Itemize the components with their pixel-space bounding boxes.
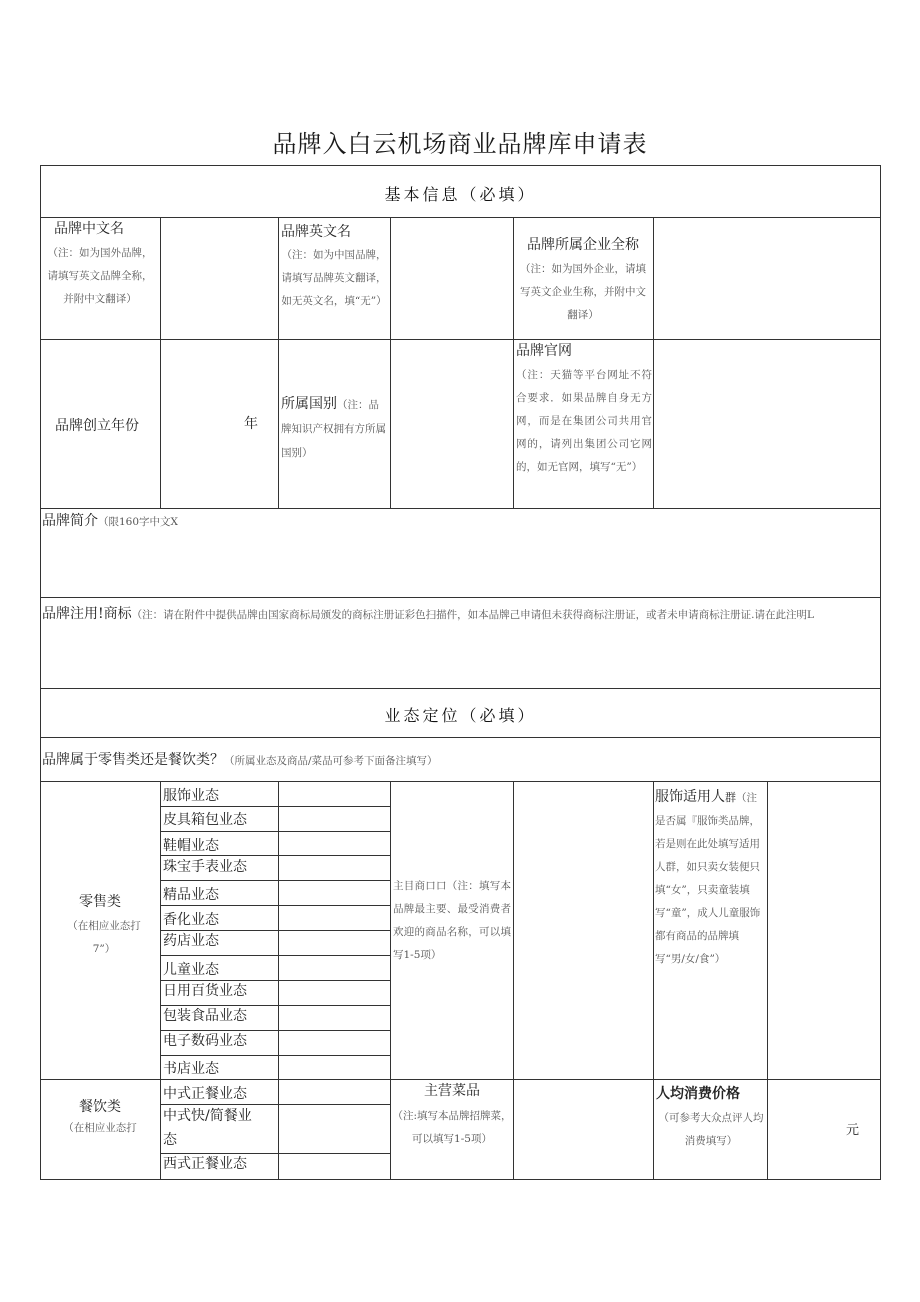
retail-item: 鞋帽业态 bbox=[163, 838, 219, 854]
grid-line bbox=[653, 781, 654, 1180]
apparel-row bbox=[655, 786, 766, 970]
retail-check-cell[interactable] bbox=[280, 808, 389, 830]
en-name-label: 品牌英文名 bbox=[281, 224, 351, 240]
intro-label: 品牌简介 bbox=[42, 513, 98, 529]
founded-input[interactable] bbox=[162, 341, 277, 507]
grid-line bbox=[160, 955, 390, 956]
grid-line bbox=[278, 217, 279, 508]
apparel-input[interactable] bbox=[769, 783, 880, 1078]
catering-note: （在相应业态打 bbox=[63, 1122, 137, 1134]
form-title: 品牌入白云机场商业品牌库申请表 bbox=[272, 130, 648, 158]
trademark-row[interactable] bbox=[42, 603, 878, 626]
intro-row[interactable] bbox=[42, 512, 878, 531]
retail-check-cell[interactable] bbox=[280, 857, 389, 879]
retail-check-cell[interactable] bbox=[280, 907, 389, 929]
question-note: （所属业态及商品/菜品可参考下面备注填写） bbox=[224, 755, 438, 767]
catering-item: 中式快/简餐业态 bbox=[163, 1108, 252, 1148]
company-note: （注：如为国外企业，请填写英文企业生称，并附中文翻译） bbox=[520, 263, 646, 321]
grid-line bbox=[40, 339, 881, 340]
grid-line bbox=[40, 508, 881, 509]
retail-item: 皮具箱包业态 bbox=[163, 812, 247, 828]
retail-check-cell[interactable] bbox=[280, 982, 389, 1004]
section-basic-info: 基本信息（必填） bbox=[384, 185, 537, 204]
retail-check-cell[interactable] bbox=[280, 783, 389, 805]
grid-line bbox=[390, 781, 391, 1180]
retail-check-cell[interactable] bbox=[280, 882, 389, 904]
website-input[interactable] bbox=[655, 341, 880, 507]
catering-check-cell[interactable] bbox=[280, 1106, 389, 1152]
country-input[interactable] bbox=[392, 341, 512, 507]
grid-line bbox=[160, 1055, 390, 1056]
retail-check-cell[interactable] bbox=[280, 957, 389, 979]
grid-line bbox=[160, 880, 390, 881]
catering-check-cell[interactable] bbox=[280, 1081, 389, 1103]
price-label: 人均消费价格 bbox=[656, 1086, 740, 1102]
retail-item: 日用百货业态 bbox=[163, 983, 247, 999]
retail-item: 包装食品业态 bbox=[163, 1008, 247, 1024]
retail-item: 药店业态 bbox=[163, 933, 219, 949]
website-label: 品牌官网 bbox=[516, 343, 572, 359]
retail-item: 儿童业态 bbox=[163, 962, 219, 978]
founded-unit: 年 bbox=[244, 416, 258, 432]
trademark-label: 品牌注用!商标 bbox=[42, 606, 132, 622]
retail-note: （在相应业态打7”） bbox=[67, 920, 141, 955]
retail-check-cell[interactable] bbox=[280, 932, 389, 954]
question-label: 品牌属于零售类还是餐饮类？ bbox=[42, 752, 224, 768]
grid-line bbox=[40, 217, 881, 218]
retail-item: 珠宝手表业态 bbox=[163, 859, 247, 875]
apparel-label: 服饰适用人 bbox=[655, 789, 725, 805]
intro-note: （限160字中文X bbox=[98, 516, 179, 528]
country-note: （注：品牌知识产权拥有方所属国别） bbox=[281, 399, 386, 459]
apparel-label-suffix: 群 bbox=[725, 791, 736, 804]
price-input[interactable] bbox=[769, 1081, 880, 1179]
grid-line bbox=[160, 217, 161, 508]
dish-label: 主营菜品 bbox=[424, 1083, 480, 1099]
country-label-text: 所属国别 bbox=[281, 396, 337, 412]
company-input[interactable] bbox=[655, 219, 880, 338]
dish-note: （注:填写本品牌招牌菜，可以填写1-5项） bbox=[392, 1110, 512, 1145]
catering-label: 餐饮类 bbox=[79, 1099, 121, 1115]
grid-line bbox=[160, 781, 161, 1180]
grid-line bbox=[40, 781, 881, 782]
price-unit: 元 bbox=[846, 1123, 860, 1138]
cn-name-note: （注：如为国外品牌，请填写英文品牌全称，并附中文翻译） bbox=[47, 247, 153, 305]
apparel-note: （注是否属『服饰类品牌，若是则在此处填写适用人群，如只卖女装便只填“女”，只卖童装填写“童”，成人儿童服饰都有商品的品牌填写“男/女/食”） bbox=[655, 792, 761, 965]
grid-line bbox=[653, 217, 654, 508]
company-label: 品牌所属企业全称 bbox=[527, 237, 639, 253]
retail-item: 香化业态 bbox=[163, 912, 219, 928]
founded-label: 品牌创立年份 bbox=[55, 418, 139, 434]
price-note: （可参考大众点评人均消费填写） bbox=[658, 1112, 764, 1147]
main-goods-input[interactable] bbox=[515, 783, 652, 1078]
en-name-input[interactable] bbox=[392, 219, 512, 338]
grid-line bbox=[278, 781, 279, 1180]
cn-name-label: 品牌中文名 bbox=[54, 221, 124, 237]
grid-line bbox=[40, 597, 881, 598]
website-note: （注：天猫等平台网址不符合要求．如果品牌自身无方网，而是在集团公司共用官网的，请列出集团公司它网的，如无官网，填写“无”） bbox=[516, 369, 652, 473]
grid-line bbox=[40, 688, 881, 689]
catering-check-cell[interactable] bbox=[280, 1155, 389, 1179]
retail-check-cell[interactable] bbox=[280, 833, 389, 854]
retail-item: 精品业态 bbox=[163, 887, 219, 903]
grid-line bbox=[390, 217, 391, 508]
retail-item: 服饰业态 bbox=[163, 788, 219, 804]
retail-item: 电子数码业态 bbox=[163, 1033, 247, 1049]
question-row bbox=[42, 751, 878, 770]
retail-check-cell[interactable] bbox=[280, 1007, 389, 1029]
main-goods-note: 主目商口口（注：填写本品牌最主要、最受消费者欢迎的商品名称，可以填写1-5项） bbox=[393, 880, 511, 961]
catering-item: 西式正餐业态 bbox=[163, 1156, 247, 1172]
grid-line bbox=[513, 781, 514, 1180]
retail-check-cell[interactable] bbox=[280, 1032, 389, 1054]
grid-line bbox=[40, 737, 881, 738]
cn-name-input[interactable] bbox=[162, 219, 277, 338]
dish-input[interactable] bbox=[515, 1081, 652, 1179]
country-label bbox=[281, 393, 387, 465]
grid-line bbox=[513, 217, 514, 508]
retail-label: 零售类 bbox=[79, 894, 121, 910]
retail-item: 书店业态 bbox=[163, 1061, 219, 1077]
retail-check-cell[interactable] bbox=[280, 1057, 389, 1078]
section-format: 业态定位（必填） bbox=[384, 706, 537, 725]
grid-line bbox=[767, 781, 768, 1180]
catering-item: 中式正餐业态 bbox=[163, 1086, 247, 1102]
en-name-note: （注：如为中国品牌，请填写品牌英文翻译，如无英文名，填“无”） bbox=[281, 249, 387, 307]
trademark-note: （注：请在附件中提供品牌由国家商标局颁发的商标注册证彩色扫描件，如本品牌己申请但未获得商标注册证，或者未申请商标注册证.请在此注明L bbox=[131, 609, 814, 621]
